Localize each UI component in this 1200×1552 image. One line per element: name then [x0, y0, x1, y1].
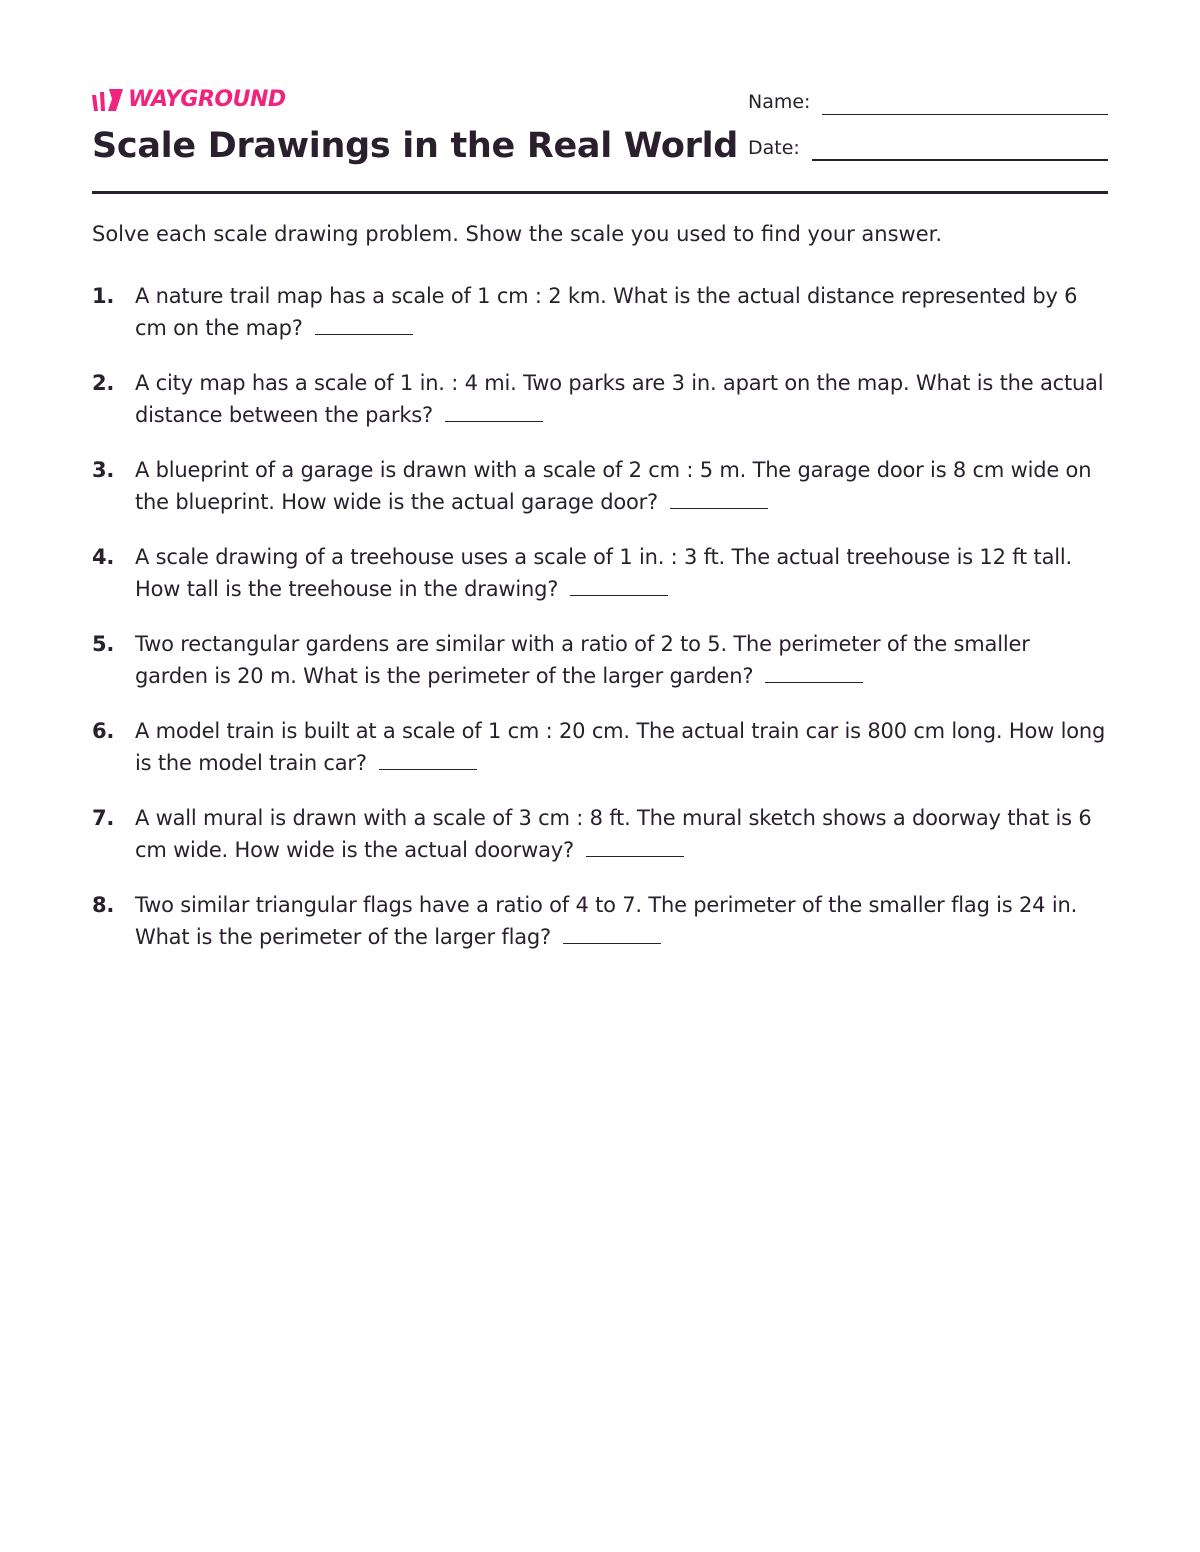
brand-logo: [92, 88, 286, 112]
answer-blank[interactable]: [445, 399, 543, 422]
wayground-logo-icon: [92, 89, 124, 111]
answer-blank[interactable]: [570, 573, 668, 596]
question-text: A scale drawing of a treehouse uses a scale of 1 in. : 3 ft. The actual treehouse is 12 ft tall. How tall is the treehouse in the drawing?: [135, 545, 1072, 601]
question-number: 6.: [92, 719, 115, 743]
question-item: [92, 541, 1108, 605]
answer-blank[interactable]: [563, 921, 661, 944]
answer-blank[interactable]: [670, 486, 768, 509]
question-number: 4.: [92, 545, 115, 569]
answer-blank[interactable]: [315, 312, 413, 335]
answer-blank[interactable]: [379, 747, 477, 770]
question-list: [92, 280, 1108, 976]
date-label: Date:: [748, 137, 800, 159]
date-field: [748, 133, 1108, 161]
worksheet-header: [92, 0, 1108, 196]
question-text: A wall mural is drawn with a scale of 3 cm : 8 ft. The mural sketch shows a doorway that is 6 cm wide. How wide is the actual doorway?: [135, 806, 1092, 862]
question-text: Two rectangular gardens are similar with a ratio of 2 to 5. The perimeter of the smaller garden is 20 m. What is the perimeter of the larger garden?: [135, 632, 1030, 688]
name-field: [748, 88, 1108, 115]
question-item: [92, 889, 1108, 953]
instructions: Solve each scale drawing problem. Show the scale you used to find your answer.: [92, 222, 943, 246]
answer-blank[interactable]: [586, 834, 684, 857]
question-number: 8.: [92, 893, 115, 917]
question-text: A blueprint of a garage is drawn with a scale of 2 cm : 5 m. The garage door is 8 cm wide on the blueprint. How wide is the actual garage door?: [135, 458, 1092, 514]
question-number: 2.: [92, 371, 115, 395]
question-item: [92, 802, 1108, 866]
header-divider: [92, 191, 1108, 194]
name-label: Name:: [748, 91, 811, 113]
question-item: [92, 367, 1108, 431]
worksheet-page: [92, 0, 1108, 1552]
question-text: A nature trail map has a scale of 1 cm : 2 km. What is the actual distance represented by 6 cm on the map?: [135, 284, 1078, 340]
question-number: 5.: [92, 632, 115, 656]
question-number: 7.: [92, 806, 115, 830]
page-title: Scale Drawings in the Real World: [92, 126, 739, 166]
question-text: Two similar triangular flags have a ratio of 4 to 7. The perimeter of the smaller flag is 24 in. What is the perimeter of the larger flag?: [135, 893, 1078, 949]
question-text: A model train is built at a scale of 1 cm : 20 cm. The actual train car is 800 cm long. How long is the model train car?: [135, 719, 1106, 775]
date-input-line[interactable]: [812, 133, 1108, 161]
answer-blank[interactable]: [765, 660, 863, 683]
question-number: 3.: [92, 458, 115, 482]
question-number: 1.: [92, 284, 115, 308]
name-input-line[interactable]: [822, 88, 1108, 115]
brand-name: WAYGROUND: [128, 87, 286, 112]
question-text: A city map has a scale of 1 in. : 4 mi. Two parks are 3 in. apart on the map. What is the actual distance between the parks?: [135, 371, 1104, 427]
question-item: [92, 280, 1108, 344]
question-item: [92, 715, 1108, 779]
question-item: [92, 454, 1108, 518]
question-item: [92, 628, 1108, 692]
